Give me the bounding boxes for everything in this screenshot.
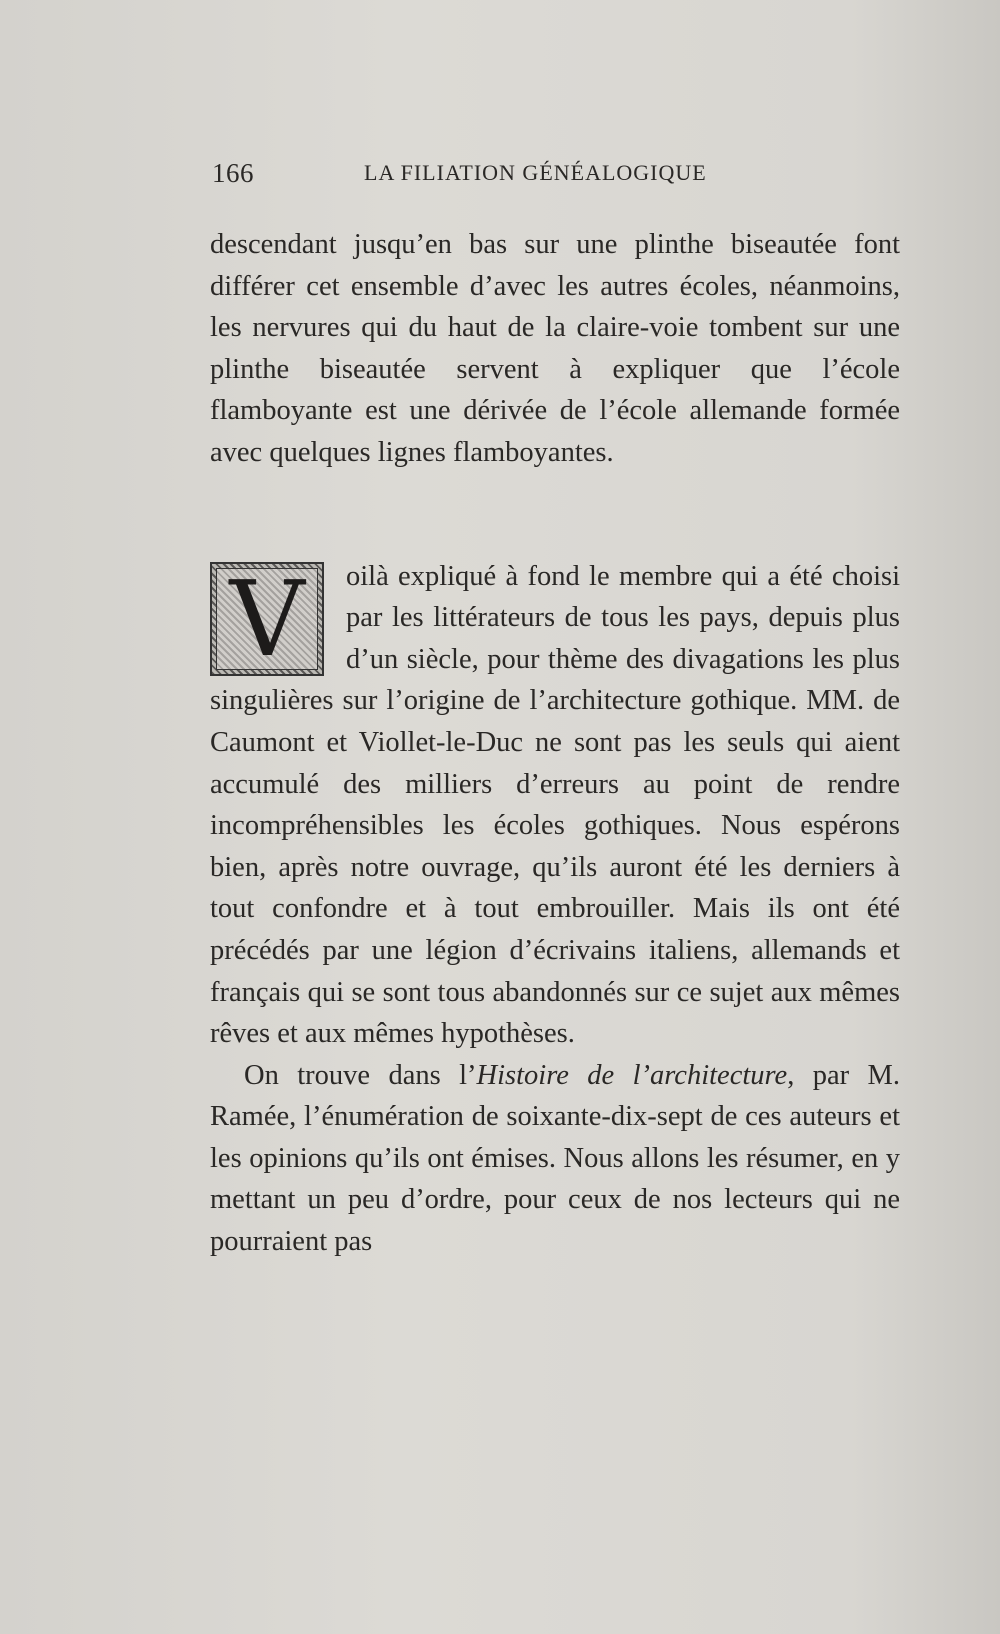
ornamental-dropcap xyxy=(210,557,324,680)
paragraph-3 xyxy=(210,1055,900,1263)
book-title: Histoire de l’architecture xyxy=(476,1059,788,1091)
paragraph-3-start: On trouve dans l’ xyxy=(244,1059,477,1091)
page-number: 166 xyxy=(212,158,254,188)
paragraph-1: descendant jusqu’en bas sur une plinthe biseautée font différer cet ensemble d’avec les autres écoles, néanmoins, les nervures qui du haut de la claire-voie tombent sur une plinthe biseautée servent à expliquer que l’école flamboyante est une dérivée de l’école allemande formée avec quelques lignes flamboyantes. xyxy=(210,229,900,468)
paragraph-2 xyxy=(210,556,900,1055)
paragraph-3-end: , par M. Ramée, l’énumération de soixante-dix-sept de ces auteurs et les opinions qu’ils ont émises. Nous allons les résumer, en y mettant un peu d’ordre, pour ceux de nos lecteurs qui ne pourraient pas xyxy=(210,1059,901,1258)
running-head: LA FILIATION GÉNÉALOGIQUE xyxy=(364,160,707,185)
dropcap-letter: V xyxy=(216,568,318,670)
paragraph-2-text: oilà expliqué à fond le membre qui a été choisi par les littérateurs de tous les pays, depuis plus d’un siècle, pour thème des divagations les plus singulières sur l’origine de l’architecture gothique. MM. de Caumont et Viollet-le-Duc ne sont pas les seuls qui aient accumulé des milliers d’erreurs au point de rendre incompréhensibles les écoles gothiques. Nous espérons bien, après notre ouvrage, qu’ils auront été les derniers à tout confondre et à tout embrouiller. Mais ils ont été précédés par une légion d’écrivains italiens, allemands et français qui se sont tous abandonnés sur ce sujet aux mêmes rêves et aux mêmes hypothèses. xyxy=(210,560,900,1050)
body-text xyxy=(210,224,900,1263)
